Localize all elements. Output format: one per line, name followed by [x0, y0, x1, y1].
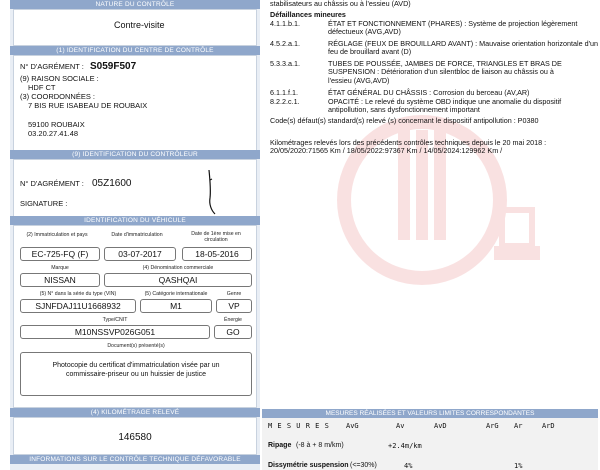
documents-label: Document(s) présenté(s) [107, 343, 165, 349]
defect-desc: RÉGLAGE (FEUX DE BROUILLARD AVANT) : Mauvaise orientation horizontale d'un feu de brouillard avant (D) [328, 39, 598, 57]
mesure-row-label: Dissymétrie suspension [268, 462, 349, 469]
defect-row [270, 60, 600, 88]
raison-label: (9) RAISON SOCIALE : [20, 74, 99, 83]
date-immat-label: Date d'immatriculation [111, 232, 163, 238]
defect-row [270, 20, 600, 38]
energie-value: GO [214, 325, 252, 339]
signature-mark [179, 168, 239, 218]
defect-code: 6.1.1.f.1. [270, 88, 298, 97]
vehicule-header: IDENTIFICATION DU VÉHICULE [10, 216, 260, 225]
km-section [10, 408, 260, 455]
centre-section [10, 46, 260, 153]
address-line1: 7 BIS RUE ISABEAU DE ROUBAIX [28, 101, 148, 110]
defect-desc: OPACITÉ : Le relevé du système OBD indique une anomalie du dispositif antipollution, sans dysfonctionnement important [328, 97, 562, 115]
modele-value: QASHQAI [104, 273, 252, 287]
documents-value: Photocopie du certificat d'immatriculation visée par un commissaire-priseur ou un huissier de justice [20, 352, 252, 396]
immat-value: EC-725-FQ (F) [20, 247, 100, 261]
mesure-row-limit: (-8 à + 8 m/km) [296, 442, 344, 449]
address-line2: 59100 ROUBAIX [28, 120, 85, 129]
centre-box [13, 55, 257, 153]
modele-label: (4) Dénomination commerciale [142, 265, 214, 271]
mesures-table [262, 418, 598, 470]
mesure-value: 4% [404, 462, 413, 470]
marque-label: Marque [51, 265, 69, 271]
col-ard: ArD [542, 422, 555, 430]
minor-title: Défaillances mineures [270, 10, 346, 19]
controleur-section [10, 150, 260, 222]
controleur-box [13, 159, 257, 222]
type-value: M10NSSVP026G051 [20, 325, 210, 339]
km-box [13, 417, 257, 455]
mesure-row-limit: (<=30%) [350, 462, 377, 469]
centre-agrement-label: N° D'AGRÉMENT : [20, 62, 84, 71]
coord-label: (3) COORDONNÉES : [20, 92, 96, 101]
watermark-logo [302, 90, 542, 340]
date-mise-value: 18-05-2016 [182, 247, 252, 261]
nature-section [10, 0, 260, 46]
info-header: INFORMATIONS SUR LE CONTRÔLE TECHNIQUE DÉFAVORABLE [10, 455, 260, 464]
controleur-agrement-value: 05Z1600 [91, 178, 132, 189]
mesures-col-label: M E S U R E S [268, 422, 330, 430]
defect-code: 4.5.2.a.1. [270, 39, 300, 48]
mesure-value: 1% [514, 462, 523, 470]
date-immat-value: 03-07-2017 [104, 247, 176, 261]
defect-row [270, 98, 600, 116]
genre-value: VP [216, 299, 252, 313]
signature-label: SIGNATURE : [20, 199, 68, 208]
right-column [262, 0, 600, 470]
phone: 03.20.27.41.48 [28, 129, 79, 138]
energie-label: Énergie [224, 317, 242, 323]
type-label: Type/CNIT [102, 317, 128, 323]
info-section [10, 455, 260, 464]
vin-label: (5) N° dans la série du type (VIN) [39, 291, 117, 297]
categorie-value: M1 [140, 299, 212, 313]
vehicule-box [13, 225, 257, 408]
antipollution-code-line: Code(s) défaut(s) standard(s) relevé (s) concernant le dispositif antipollution : P0380 [270, 116, 539, 125]
km-history-line2: 20/05/2020:71565 Km / 18/05/2022:97367 Km / 14/05/2024:129962 Km / [270, 146, 503, 155]
top-line: stabilisateurs au châssis ou à l'essieu (AVD) [270, 0, 411, 8]
defect-desc: TUBES DE POUSSÉE, JAMBES DE FORCE, TRIANGLES ET BRAS DE SUSPENSION : Détérioration d'un silentbloc de liaison au châssis ou à l'essieu (AVG,AVD) [328, 59, 562, 85]
centre-agrement-value: S059F507 [89, 61, 137, 72]
vehicule-section [10, 216, 260, 408]
marque-value: NISSAN [20, 273, 100, 287]
col-av: Av [396, 422, 405, 430]
mesures-header: MESURES RÉALISÉES ET VALEURS LIMITES CORRESPONDANTES [262, 409, 598, 418]
defect-code: 5.3.3.a.1. [270, 59, 300, 68]
km-header: (4) KILOMÉTRAGE RELEVÉ [10, 408, 260, 417]
genre-label: Genre [226, 291, 242, 297]
defect-desc: ÉTAT GÉNÉRAL DU CHÂSSIS : Corrosion du berceau (AV,AR) [328, 88, 530, 97]
mesure-value: +2.4m/km [388, 442, 422, 450]
left-column [10, 0, 260, 470]
defect-code: 4.1.1.b.1. [270, 19, 300, 28]
km-history-line1: Kilométrages relevés lors des précédents contrôles techniques depuis le 20 mai 2018 : [270, 138, 547, 147]
defect-row [270, 40, 600, 58]
col-ar: Ar [514, 422, 523, 430]
nature-header: NATURE DU CONTRÔLE [10, 0, 260, 9]
mesure-row-label: Ripage [268, 442, 292, 449]
controleur-header: (9) IDENTIFICATION DU CONTRÔLEUR [10, 150, 260, 159]
date-mise-label: Date de 1ère mise en circulation [191, 231, 241, 243]
col-arg: ArG [486, 422, 499, 430]
col-avd: AvD [434, 422, 447, 430]
defect-desc: ÉTAT ET FONCTIONNEMENT (PHARES) : Système de projection légèrement défectueux (AVG,AVD) [328, 19, 578, 37]
nature-box [13, 9, 257, 46]
immat-label: (2) Immatriculation et pays [26, 232, 88, 238]
nature-value: Contre-visite [114, 20, 165, 30]
centre-header: (1) IDENTIFICATION DU CENTRE DE CONTRÔLE [10, 46, 260, 55]
controleur-agrement-label: N° D'AGRÉMENT : [20, 179, 84, 188]
km-value: 146580 [118, 432, 152, 443]
categorie-label: (5) Catégorie internationale [144, 291, 208, 297]
raison-value: HDF CT [28, 83, 56, 92]
defect-code: 8.2.2.c.1. [270, 97, 300, 106]
col-avg: AvG [346, 422, 359, 430]
vin-value: SJNFDAJ11U1668932 [20, 299, 136, 313]
